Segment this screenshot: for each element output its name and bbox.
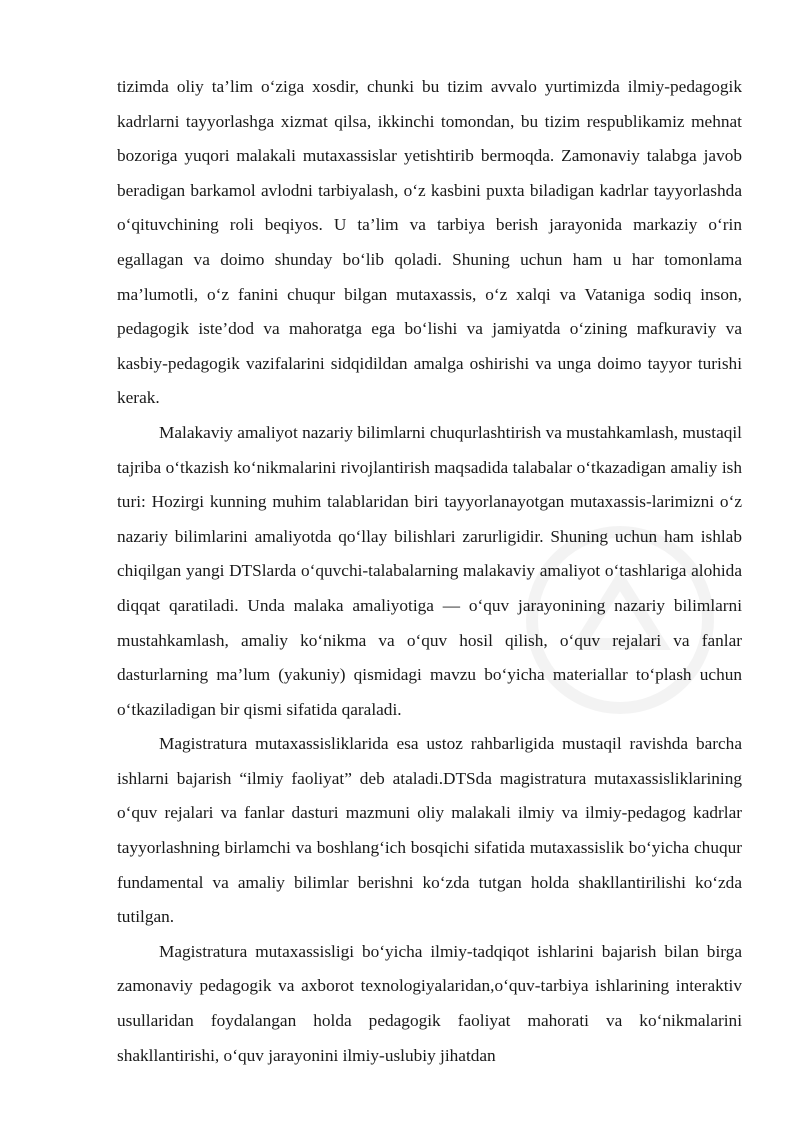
document-body (117, 70, 742, 1073)
paragraph-3: Magistratura mutaxassisliklarida esa ustoz rahbarligida mustaqil ravishda barcha ishlarni bajarish “ilmiy faoliyat” deb ataladi.DTSda magistratura mutaxassisliklarining o‘quv rejalari va fanlar dasturi mazmuni oliy malakali ilmiy va ilmiy-pedagog kadrlar tayyorlashning birlamchi va boshlang‘ich bosqichi sifatida mutaxassislik bo‘yicha chuqur fundamental va amaliy bilimlar berishni ko‘zda tutgan holda shakllantirilishi ko‘zda tutilgan. (117, 734, 742, 927)
paragraph-4: Magistratura mutaxassisligi bo‘yicha ilmiy-tadqiqot ishlarini bajarish bilan birga zamonaviy pedagogik va axborot texnologiyalaridan,o‘quv-tarbiya ishlarining interaktiv usullaridan foydalangan holda pedagogik faoliyat mahorati va ko‘nikmalarini shakllantirishi, o‘quv jarayonini ilmiy-uslubiy jihatdan (117, 941, 742, 1065)
paragraph-1: tizimda oliy ta’lim o‘ziga xosdir, chunki bu tizim avvalo yurtimizda ilmiy-pedagogik kadrlarni tayyorlashga xizmat qilsa, ikkinchi tomondan, bu tizim respublikamiz mehnat bozoriga yuqori malakali mutaxassislar yetishtirib bermoqda. Zamonaviy talabga javob beradigan barkamol avlodni tarbiyalash, o‘z kasbini puxta biladigan kadrlar tayyorlashda o‘qituvchining roli beqiyos. U ta’lim va tarbiya berish jarayonida markaziy o‘rin egallagan va doimo shunday bo‘lib qoladi. Shuning uchun ham u har tomonlama ma’lumotli, o‘z fanini chuqur bilgan mutaxassis, o‘z xalqi va Vataniga sodiq inson, pedagogik iste’dod va mahoratga ega bo‘lishi va jamiyatda o‘zining mafkuraviy va kasbiy-pedagogik vazifalarini sidqidildan amalga oshirishi va unga doimo tayyor turishi kerak. (117, 77, 742, 408)
paragraph-2: Malakaviy amaliyot nazariy bilimlarni chuqurlashtirish va mustahkamlash, mustaqil tajriba o‘tkazish ko‘nikmalarini rivojlantirish maqsadida talabalar o‘tkazadigan amaliy ish turi: Hozirgi kunning muhim talablaridan biri tayyorlanayotgan mutaxassis-larimizni o‘z nazariy bilimlarini amaliyotda qo‘llay bilishlari zarurligidir. Shuning uchun ham ishlab chiqilgan yangi DTSlarda o‘quvchi-talabalarning malakaviy amaliyot o‘tashlariga alohida diqqat qaratiladi. Unda malaka amaliyotiga — o‘quv jarayonining nazariy bilimlarni mustahkamlash, amaliy ko‘nikma va o‘quv hosil qilish, o‘quv rejalari va fanlar dasturlarning ma’lum (yakuniy) qismidagi mavzu bo‘yicha materiallar to‘plash uchun o‘tkaziladigan bir qismi sifatida qaraladi. (117, 422, 742, 719)
